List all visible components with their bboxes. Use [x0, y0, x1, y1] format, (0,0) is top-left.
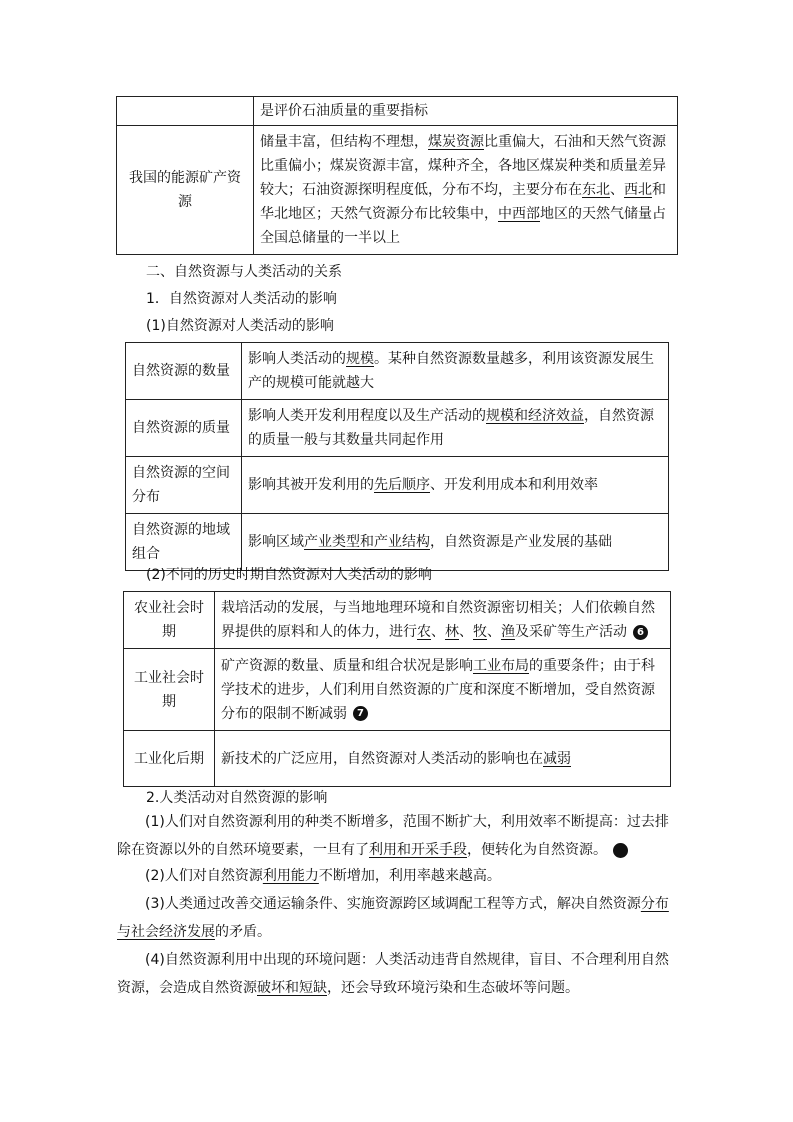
text-run: 及采矿等生产活动 [515, 624, 627, 640]
table-row [124, 592, 671, 649]
underlined-text: 规模 [346, 351, 374, 367]
underlined-text: 工业布局 [473, 657, 529, 674]
text-run: 储量丰富，但结构不理想， [260, 134, 428, 150]
table-cell [242, 457, 669, 514]
circled-number-icon: 6 [633, 625, 648, 640]
text-run: 。某种自然资源数量越多，利用该资源发展生产的规模可能就越大 [248, 351, 654, 391]
text-run: 影响人类开发利用程度以及生产活动的 [248, 408, 486, 424]
text-run: 、 [431, 624, 445, 640]
table-row [124, 731, 671, 787]
cell-text: 是评价石油质量的重要指标 [260, 103, 428, 119]
text-run: (3)人类通过改善交通运输条件、实施资源跨区域调配工程等方式，解决自然资源 [145, 896, 641, 912]
table-cell-label [124, 731, 215, 787]
underlined-text: 利用能力 [262, 868, 319, 884]
table-cell [242, 343, 669, 400]
text-run: (1)人们对自然资源利用的种类不断增多，范围不断扩大，利用效率不断提高：过去排除在资源以外的自然环境要素，一旦有了 [117, 814, 669, 858]
circled-number-icon: 7 [353, 706, 368, 721]
text-run: 的重要条件；由于科学技术的进步，人们利用自然资源的广度和深度不断增加，受自然资源分布的限制不断减弱 [221, 657, 655, 722]
table-cell [242, 400, 669, 457]
underlined-text: 渔 [501, 624, 515, 640]
underlined-text: 分布与社会经济发展 [117, 896, 669, 940]
text-run: 、 [459, 624, 473, 640]
subheading-2: 2.人类活动对自然资源的影响 [146, 790, 328, 806]
text-run: 的矛盾。 [215, 924, 271, 940]
table-cell-label [124, 649, 215, 731]
cell-text: 自然资源的数量 [132, 363, 230, 379]
text-run: 矿产资源的数量、质量和组合状况是影响 [221, 657, 473, 674]
subheading-1-1: (1)自然资源对人类活动的影响 [146, 318, 334, 334]
section-heading-2: 二、自然资源与人类活动的关系 [146, 264, 342, 280]
table-row [126, 514, 669, 571]
underlined-text: 东北 [582, 182, 610, 198]
table-cell-label [124, 592, 215, 649]
table-cell-label [126, 457, 242, 514]
table-cell [242, 514, 669, 571]
table-cell [215, 592, 671, 649]
text-run: 、 [610, 182, 624, 198]
table-cell-label [126, 514, 242, 571]
cell-text: 农业社会时期 [134, 600, 204, 640]
cell-text: 自然资源的质量 [132, 420, 230, 436]
text-run: (4)自然资源利用中出现的环境问题：人类活动违背自然规律，盲目、不合理利用自然资源，会造成自然资源 [117, 952, 669, 996]
table-row [117, 97, 678, 126]
table-resource-influence [125, 342, 669, 571]
table-row [126, 343, 669, 400]
cell-text: 自然资源的空间分布 [132, 465, 230, 505]
table-cell-label [117, 126, 254, 255]
underlined-text: 牧 [473, 624, 487, 640]
paragraph-2 [117, 862, 679, 890]
text-run: 影响人类活动的 [248, 351, 346, 367]
underlined-text: 煤炭资源 [428, 134, 484, 150]
table-cell-label [126, 343, 242, 400]
paragraph-4 [117, 946, 679, 1002]
text-run: 不断增加，利用率越来越高。 [318, 868, 501, 884]
table-cell [254, 126, 678, 255]
cell-text: 工业化后期 [134, 750, 204, 767]
cell-text: 工业社会时期 [134, 669, 204, 710]
text-run: ，还会导致环境污染和生态破坏等问题。 [327, 980, 579, 996]
text-run: 地区的天然气储量占全国总储量的一半以上 [260, 206, 666, 246]
table-cell-label [126, 400, 242, 457]
text-run: 影响其被开发利用的 [248, 477, 374, 493]
cell-text: 自然资源的地域组合 [132, 522, 230, 562]
table-row [126, 400, 669, 457]
text-run: ，便转化为自然资源。 [467, 842, 607, 858]
text-run: 影响区域 [248, 534, 304, 550]
table-energy-resources [116, 96, 678, 255]
text-run: 新技术的广泛应用，自然资源对人类活动的影响也在 [221, 750, 543, 767]
text-run: (2)人们对自然资源 [145, 868, 263, 884]
underlined-text: 先后顺序 [374, 477, 430, 493]
text-run: 和华北地区；天然气资源分布比较集中， [260, 182, 666, 222]
underlined-text: 利用和开采手段 [369, 842, 467, 858]
circled-number-icon: 8 [613, 843, 628, 858]
underlined-text: 产业类型和产业结构 [304, 534, 430, 550]
underlined-text: 破坏和短缺 [257, 980, 327, 996]
underlined-text: 林 [445, 624, 459, 640]
paragraph-3 [117, 890, 679, 946]
text-run: ，自然资源是产业发展的基础 [430, 534, 612, 550]
table-cell [254, 97, 678, 126]
paragraph-1 [117, 808, 679, 864]
table-cell [215, 731, 671, 787]
text-run: 、开发利用成本和利用效率 [430, 477, 598, 493]
table-cell [215, 649, 671, 731]
text-run: 比重偏大，石油和天然气资源比重偏小；煤炭资源丰富，煤种齐全，各地区煤炭种类和质量差异较大；石油资源探明程度低，分布不均，主要分布在 [260, 134, 666, 198]
subheading-1-2: (2)不同的历史时期自然资源对人类活动的影响 [146, 567, 432, 583]
table-row [124, 649, 671, 731]
table-historical-periods [123, 591, 671, 787]
underlined-text: 规模和经济效益 [486, 408, 584, 424]
text-run: ，自然资源的质量一般与其数量共同起作用 [248, 408, 654, 448]
text-run: 栽培活动的发展，与当地地理环境和自然资源密切相关；人们依赖自然界提供的原料和人的体力，进行 [221, 600, 655, 640]
cell-text: 我国的能源矿产资源 [129, 170, 241, 210]
table-row [126, 457, 669, 514]
underlined-text: 西北 [624, 182, 652, 198]
underlined-text: 农 [417, 624, 431, 640]
underlined-text: 中西部 [498, 206, 540, 222]
table-row [117, 126, 678, 255]
table-cell-empty [117, 97, 254, 126]
text-run: 、 [487, 624, 501, 640]
subheading-1: 1．自然资源对人类活动的影响 [146, 291, 337, 307]
underlined-text: 减弱 [543, 750, 571, 767]
